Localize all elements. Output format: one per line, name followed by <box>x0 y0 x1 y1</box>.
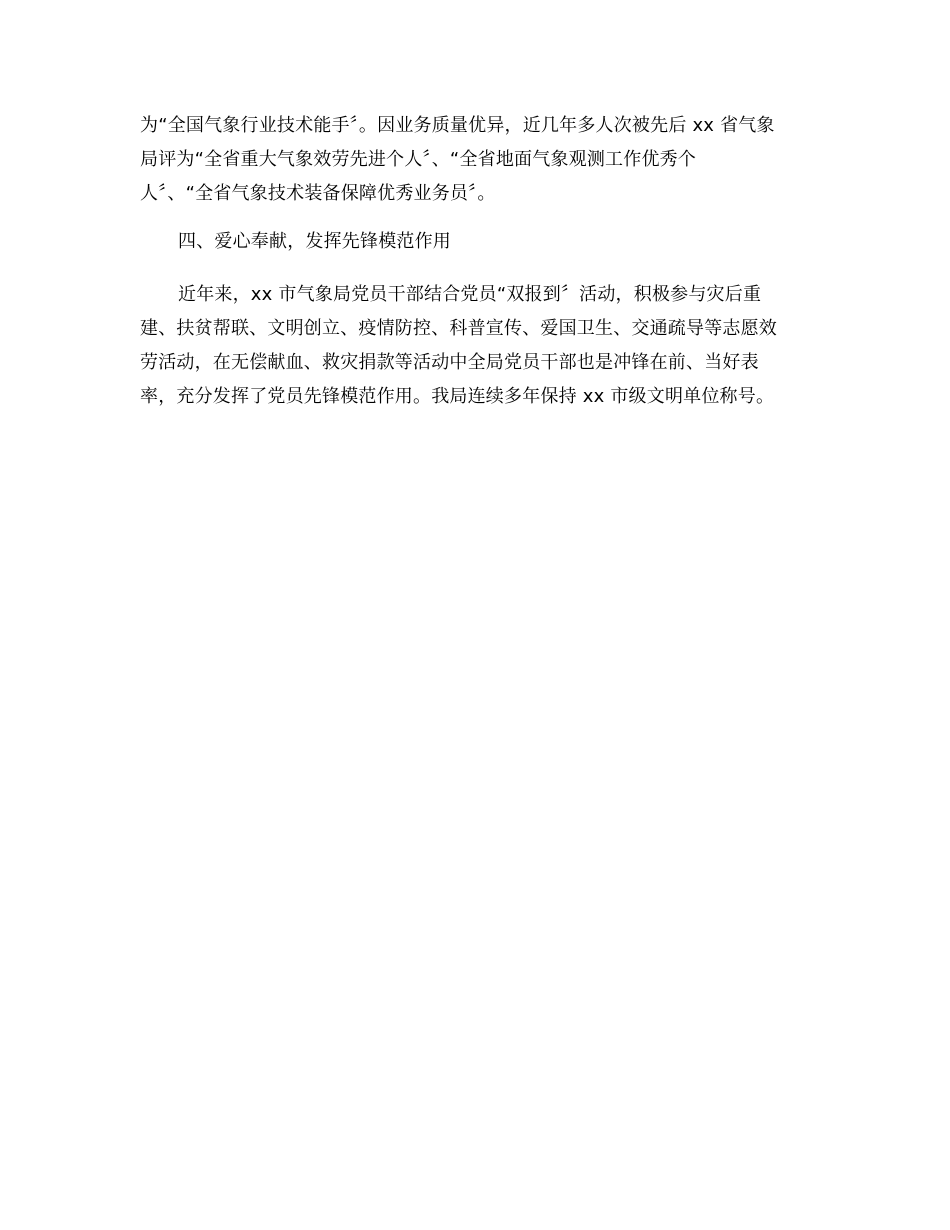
paragraph-line: 建、扶贫帮联、文明创立、疫情防控、科普宣传、爱国卫生、交通疏导等志愿效 <box>140 318 777 339</box>
section-heading: 四、爱心奉献，发挥先锋模范作用 <box>178 231 451 252</box>
paragraph-line: 局评为“全省重大气象效劳先进个人〞、“全省地面气象观测工作优秀个 <box>140 149 697 170</box>
paragraph-line: 率，充分发挥了党员先锋模范作用。我局连续多年保持 xx 市级文明单位称号。 <box>140 386 775 407</box>
paragraph-line: 近年来，xx 市气象局党员干部结合党员“双报到〞活动，积极参与灾后重 <box>178 284 762 305</box>
paragraph-line: 人〞、“全省气象技术装备保障优秀业务员〞。 <box>140 183 496 204</box>
paragraph-line: 为“全国气象行业技术能手〞。因业务质量优异，近几年多人次被先后 xx 省气象 <box>140 115 775 136</box>
paragraph-line: 劳活动，在无偿献血、救灾捐款等活动中全局党员干部也是冲锋在前、当好表 <box>140 352 759 373</box>
